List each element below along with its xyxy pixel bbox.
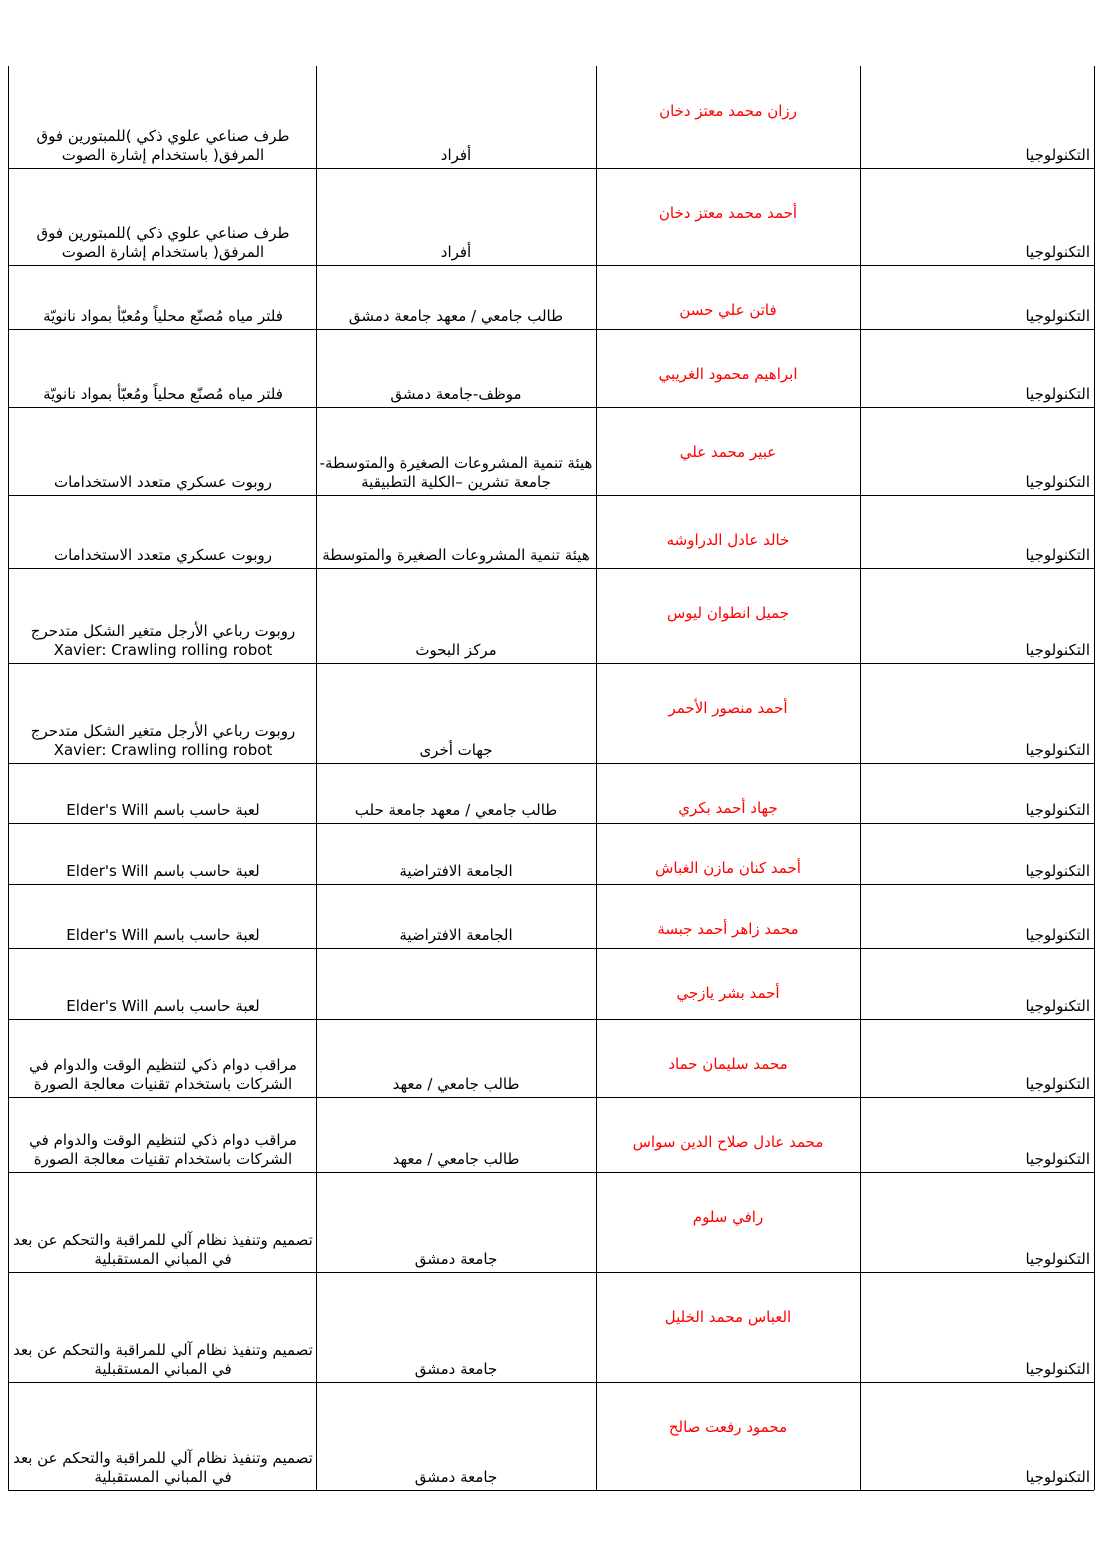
cell-participant-name: أحمد بشر يازجي <box>676 984 780 1002</box>
cell-affiliation: أفراد <box>440 146 472 164</box>
cell-project-title: تصميم وتنفيذ نظام آلي للمراقبة والتحكم عن بعد في المباني المستقبلية <box>13 1231 313 1268</box>
cell-project-title: روبوت عسكري متعدد الاستخدامات <box>53 473 273 491</box>
cell-topic: التكنولوجيا <box>1025 1075 1090 1093</box>
cell-project-title: مراقب دوام ذكي لتنظيم الوقت والدوام في الشركات باستخدام تقنيات معالجة الصورة <box>29 1131 297 1168</box>
cell-participant-name: أحمد محمد معتز دخان <box>658 204 798 222</box>
cell-affiliation: هيئة تنمية المشروعات الصغيرة والمتوسطة <box>322 546 590 564</box>
table-row <box>0 884 1105 948</box>
cell-affiliation: الجامعة الافتراضية <box>399 862 513 880</box>
cell-participant-name: رزان محمد معتز دخان <box>659 102 797 120</box>
cell-participant-name: العباس محمد الخليل <box>664 1308 792 1326</box>
cell-affiliation: مركز البحوث <box>415 641 497 659</box>
table-row <box>0 568 1105 663</box>
cell-topic: التكنولوجيا <box>1025 307 1090 325</box>
cell-participant-name: محمود رفعت صالح <box>668 1418 788 1436</box>
cell-topic: التكنولوجيا <box>1025 862 1090 880</box>
table-row <box>0 823 1105 884</box>
cell-affiliation: جامعة دمشق <box>414 1468 498 1486</box>
cell-affiliation: طالب جامعي / معهد جامعة دمشق <box>348 307 564 325</box>
cell-project-title: لعبة حاسب باسم Elder's Will <box>66 926 260 944</box>
cell-participant-name: محمد سليمان حماد <box>668 1055 788 1073</box>
table-row <box>0 1097 1105 1172</box>
table-row <box>0 663 1105 763</box>
cell-affiliation: أفراد <box>440 243 472 261</box>
cell-affiliation: جامعة دمشق <box>414 1360 498 1378</box>
cell-topic: التكنولوجيا <box>1025 243 1090 261</box>
cell-project-title: فلتر مياه مُصنّع محلياً ومُعبّأ بمواد نانويّة <box>43 307 283 325</box>
table-row <box>0 407 1105 495</box>
cell-topic: التكنولوجيا <box>1025 146 1090 164</box>
cell-participant-name: محمد عادل صلاح الدين سواس <box>632 1133 824 1151</box>
cell-participant-name: خالد عادل الدراوشه <box>666 531 790 549</box>
cell-affiliation: هيئة تنمية المشروعات الصغيرة والمتوسطة-جامعة تشرين –الكلية التطبيقية <box>319 454 593 491</box>
cell-affiliation: جهات أخرى <box>419 741 493 759</box>
cell-affiliation: طالب جامعي / معهد <box>392 1150 520 1168</box>
cell-project-title: مراقب دوام ذكي لتنظيم الوقت والدوام في الشركات باستخدام تقنيات معالجة الصورة <box>29 1056 297 1093</box>
cell-topic: التكنولوجيا <box>1025 546 1090 564</box>
table-row <box>0 168 1105 265</box>
cell-participant-name: عبير محمد علي <box>679 443 777 461</box>
cell-topic: التكنولوجيا <box>1025 741 1090 759</box>
cell-project-title: طرف صناعي علوي ذكي )للمبتورين فوق المرفق( باستخدام إشارة الصوت <box>36 127 290 164</box>
cell-participant-name: جهاد أحمد بكري <box>678 799 778 817</box>
table-row-border <box>8 1490 1094 1491</box>
cell-topic: التكنولوجيا <box>1025 641 1090 659</box>
cell-participant-name: أحمد كنان مازن الغباش <box>655 859 801 877</box>
cell-project-title: طرف صناعي علوي ذكي )للمبتورين فوق المرفق( باستخدام إشارة الصوت <box>36 224 290 261</box>
cell-project-title: تصميم وتنفيذ نظام آلي للمراقبة والتحكم عن بعد في المباني المستقبلية <box>13 1341 313 1378</box>
cell-affiliation: طالب جامعي / معهد جامعة حلب <box>354 801 558 819</box>
cell-topic: التكنولوجيا <box>1025 1150 1090 1168</box>
cell-topic: التكنولوجيا <box>1025 997 1090 1015</box>
table-row <box>0 1172 1105 1272</box>
cell-project-title: روبوت رباعي الأرجل متغير الشكل متدحرج Xavier: Crawling rolling robot <box>30 622 296 659</box>
table-row <box>0 1272 1105 1382</box>
cell-project-title: لعبة حاسب باسم Elder's Will <box>66 997 260 1015</box>
table-row <box>0 948 1105 1019</box>
cell-topic: التكنولوجيا <box>1025 1250 1090 1268</box>
cell-project-title: فلتر مياه مُصنّع محلياً ومُعبّأ بمواد نانويّة <box>43 385 283 403</box>
cell-topic: التكنولوجيا <box>1025 1468 1090 1486</box>
table-row <box>0 495 1105 568</box>
cell-topic: التكنولوجيا <box>1025 801 1090 819</box>
cell-topic: التكنولوجيا <box>1025 473 1090 491</box>
cell-project-title: روبوت رباعي الأرجل متغير الشكل متدحرج Xavier: Crawling rolling robot <box>30 722 296 759</box>
cell-affiliation: موظف-جامعة دمشق <box>390 385 522 403</box>
cell-participant-name: جميل انطوان ليوس <box>666 604 790 622</box>
cell-participant-name: فاتن علي حسن <box>679 301 777 319</box>
cell-affiliation: جامعة دمشق <box>414 1250 498 1268</box>
cell-topic: التكنولوجيا <box>1025 385 1090 403</box>
cell-topic: التكنولوجيا <box>1025 1360 1090 1378</box>
cell-topic: التكنولوجيا <box>1025 926 1090 944</box>
table-row <box>0 1382 1105 1490</box>
table-row <box>0 763 1105 823</box>
cell-project-title: لعبة حاسب باسم Elder's Will <box>66 862 260 880</box>
cell-affiliation: الجامعة الافتراضية <box>399 926 513 944</box>
cell-participant-name: محمد زاهر أحمد جبسة <box>657 920 799 938</box>
table-row <box>0 265 1105 329</box>
cell-project-title: تصميم وتنفيذ نظام آلي للمراقبة والتحكم عن بعد في المباني المستقبلية <box>13 1449 313 1486</box>
table-row <box>0 66 1105 168</box>
cell-affiliation: طالب جامعي / معهد <box>392 1075 520 1093</box>
cell-participant-name: ابراهيم محمود الغريبي <box>658 365 798 383</box>
cell-participant-name: رافي سلوم <box>692 1208 764 1226</box>
cell-project-title: لعبة حاسب باسم Elder's Will <box>66 801 260 819</box>
cell-project-title: روبوت عسكري متعدد الاستخدامات <box>53 546 273 564</box>
cell-participant-name: أحمد منصور الأحمر <box>668 699 788 717</box>
table-row <box>0 1019 1105 1097</box>
table-row <box>0 329 1105 407</box>
